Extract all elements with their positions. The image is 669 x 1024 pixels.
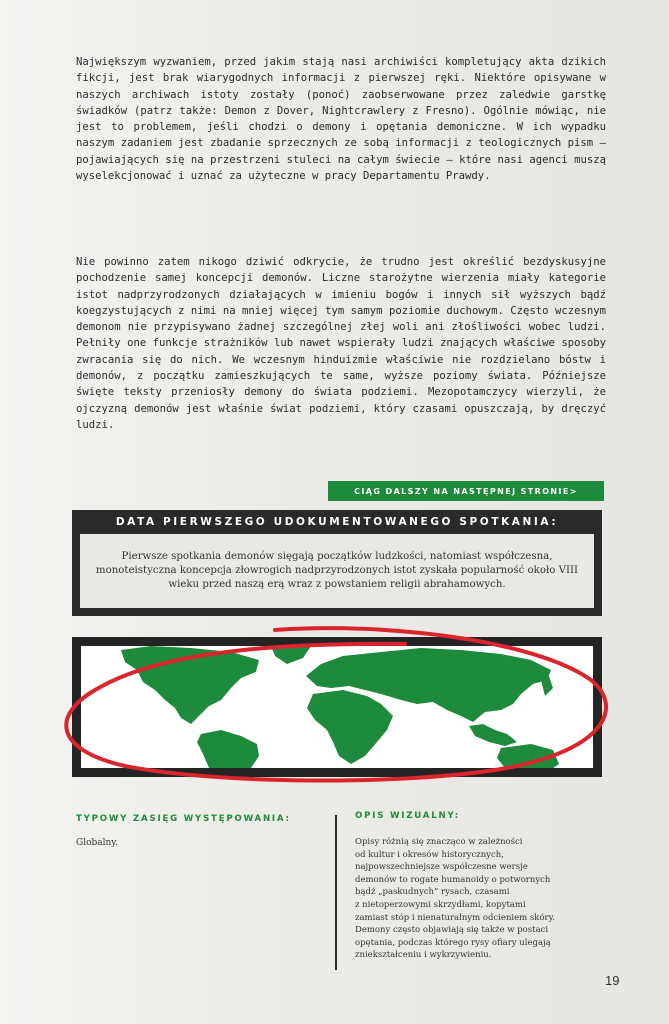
greenland-shape — [271, 646, 311, 664]
australia-shape — [497, 744, 559, 768]
visual-description-line: opętania, podczas którego rysy ofiary ulegają — [355, 937, 551, 948]
visual-description-heading: OPIS WIZUALNY: — [355, 811, 461, 821]
typical-range-value: Globalny. — [76, 838, 119, 848]
first-encounter-title: DATA PIERWSZEGO UDOKUMENTOWANEGO SPOTKANIA: — [115, 516, 559, 528]
visual-description-line: bądź „paskudnych” rysach, czasami — [355, 887, 510, 898]
first-encounter-box — [72, 510, 602, 616]
intro-paragraph-text: Największym wyzwaniem, przed jakim stają nasi archiwiści kompletujący akta dzikich fikcji, jest brak wiarygodnych informacji z pierwszej ręki. Niektóre opisywane w naszych archiwach istoty zostały (ponoć) zaobserwowane przez zaledwie garstkę świadków (patrz także: Demon z Dover, Nightcrawlery z Fresno). Ogólnie mówiąc, nie jest to problemem, jeśli chodzi o demony i opętania demoniczne. W ich wypadku naszym zadaniem jest zbadanie sprzecznych ze sobą informacji z teologicznych pism – pojawiających się na przestrzeni stuleci na całym świecie – które nasi agenci muszą wyselekcjonować i uznać za użyteczne w pracy Departamentu Prawdy. — [76, 56, 606, 183]
visual-description-line: najpowszechniejsze współczesne wersje — [355, 862, 528, 873]
first-encounter-text: Pierwsze spotkania demonów sięgają początków ludzkości, natomiast współczesna, monoteistyczna koncepcja złowrogich nadprzyrodzonych istot zyskała popularność około VIII wieku przed naszą erą wraz z powstaniem religii abrahamowych. — [95, 550, 579, 591]
column-divider — [335, 815, 337, 970]
africa-shape — [307, 690, 393, 764]
world-map-frame — [72, 637, 602, 777]
origin-paragraph — [76, 254, 606, 433]
visual-description-line: od kultur i okresów historycznych, — [355, 849, 504, 860]
visual-description-line: demonów to rogate humanoidy o potwornych — [355, 874, 551, 885]
first-encounter-body — [80, 534, 594, 608]
visual-description-line: Opisy różnią się znacząco w zależności — [355, 837, 523, 847]
visual-description-line: zamiast stóp i nienaturalnym odcieniem skóry. — [355, 912, 555, 923]
typical-range-heading: TYPOWY ZASIĘG WYSTĘPOWANIA: — [76, 814, 291, 824]
visual-description-line: zniekształceniu i wykrzywieniu. — [355, 950, 492, 961]
page-number: 19 — [605, 973, 620, 988]
intro-paragraph — [76, 54, 606, 184]
world-map — [81, 646, 593, 768]
visual-description-line: Demony często objawiają się także w postaci — [355, 925, 549, 936]
north-america-shape — [121, 646, 259, 724]
continued-next-page-banner: CIĄG DALSZY NA NASTĘPNEJ STRONIE> — [328, 481, 604, 501]
origin-paragraph-text: Nie powinno zatem nikogo dziwić odkrycie, że trudno jest określić bezdyskusyjne pochodzenie samej koncepcji demonów. Liczne starożytne wierzenia miały kategorie istot nadprzyrodzonych działających w imieniu bogów i innych sił wyższych bądź koegzystujących z nimi na mniej więcej tym samym poziomie duchowym. Często wczesnym demonom nie przypisywano żadnej szczególnej złej woli ani złośliwości wobec ludzi. Pełniły one funkcje strażników lub nawet wspierały ludzi znających właściwe sposoby zwracania się do nich. We wczesnym hinduizmie właściwie nie rozdzielano bóstw i demonów, z początku zamieszkujących te same, wyższe poziomy świata. Późniejsze święte teksty przeniosły demony do świata podziemi. Mezopotamczycy wierzyli, że ojczyzną demonów jest właśnie świat podziemi, który czasami opuszczają, by dręczyć ludzi. — [76, 256, 606, 431]
visual-description-line: z nietoperzowymi skrzydłami, kopytami — [355, 899, 526, 910]
southeast-asia-shape — [469, 724, 517, 746]
south-america-shape — [197, 730, 259, 768]
visual-description-text — [355, 836, 617, 962]
world-map-image — [81, 646, 593, 768]
